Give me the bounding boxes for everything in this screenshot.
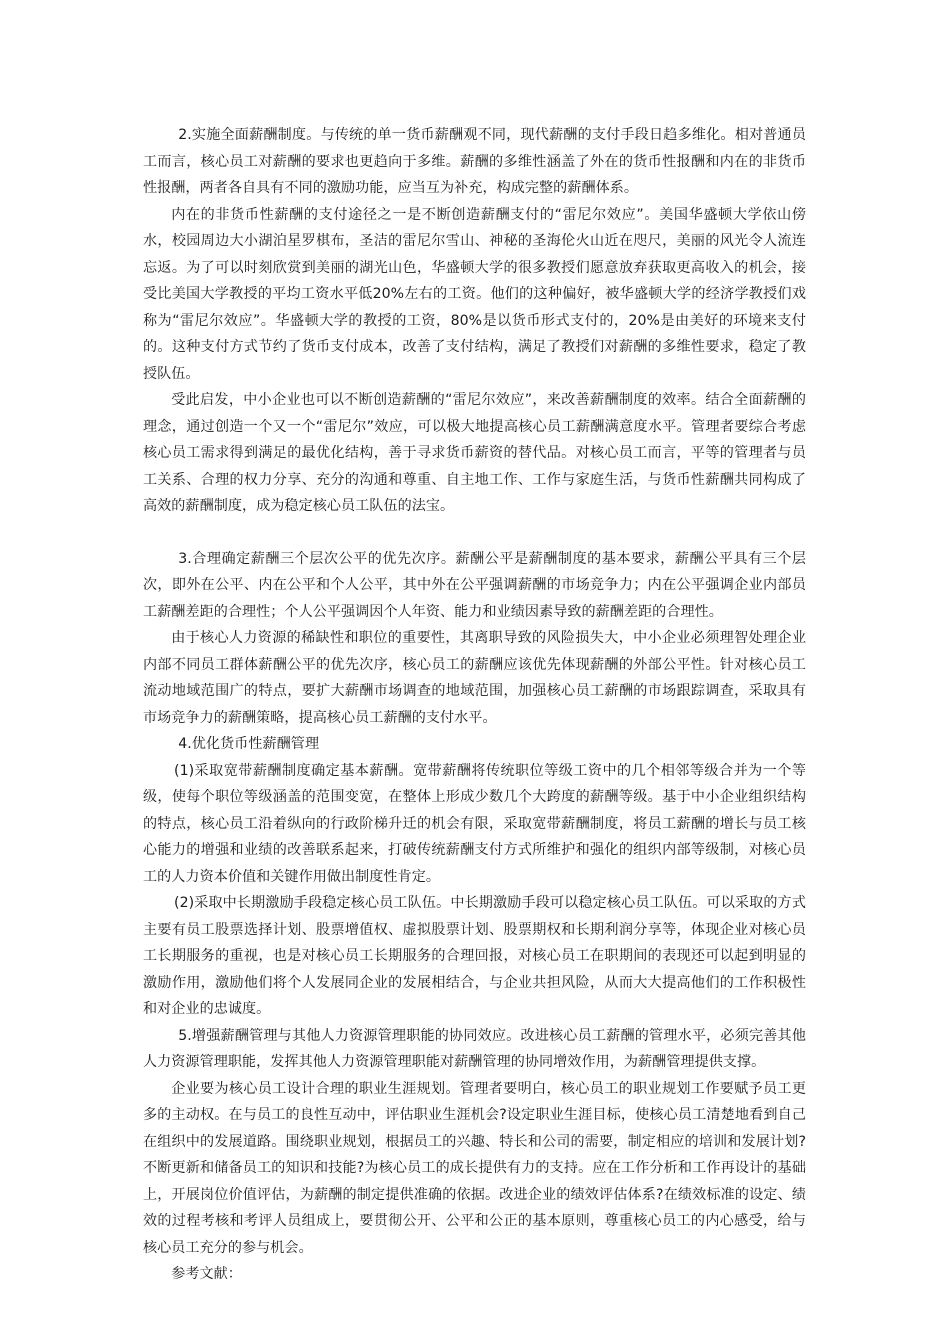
paragraph-broadband-pay: (1)采取宽带薪酬制度确定基本薪酬。宽带薪酬将传统职位等级工资中的几个相邻等级合并为一个等级，使每个职位等级涵盖的范围变宽，在整体上形成少数几个大跨度的薪酬等级。基于中小企业组织结构的特点，核心员工沿着纵向的行政阶梯升迁的机会有限，采取宽带薪酬制度，将员工薪酬的增长与员工核心能力的增强和业绩的改善联系起来，打破传统薪酬支付方式所维护和强化的组织内部等级制，对核心员工的人力资本价值和关键作用做出制度性肯定。 <box>143 762 806 885</box>
paragraph-career-planning: 企业要为核心员工设计合理的职业生涯规划。管理者要明白，核心员工的职业规划工作要赋予员工更多的主动权。在与员工的良性互动中，评估职业生涯机会?设定职业生涯目标，使核心员工清楚地看到自己在组织中的发展道路。围绕职业规划，根据员工的兴趣、特长和公司的需要，制定相应的培训和发展计划?不断更新和储备员工的知识和技能?为核心员工的成长提供有力的支持。应在工作分析和工作再设计的基础上，开展岗位价值评估，为薪酬的制定提供准确的依据。改进企业的绩效评估体系?在绩效标准的设定、绩效的过程考核和考评人员组成上，要贯彻公开、公平和公正的基本原则，尊重核心员工的内心感受，给与核心员工充分的参与机会。 <box>143 1080 806 1256</box>
paragraph-core-hr-scarcity: 由于核心人力资源的稀缺性和职位的重要性，其离职导致的风险损失大，中小企业必须理智处理企业内部不同员工群体薪酬公平的优先次序，核心员工的薪酬应该优先体现薪酬的外部公平性。针对核心员工流动地域范围广的特点，要扩大薪酬市场调查的地域范围，加强核心员工薪酬的市场跟踪调查，采取具有市场竞争力的薪酬策略，提高核心员工薪酬的支付水平。 <box>143 630 806 726</box>
references-heading: 参考文献： <box>171 1266 242 1282</box>
section-heading-monetary-pay: 4.优化货币性薪酬管理 <box>178 736 320 752</box>
paragraph-synergy: 5.增强薪酬管理与其他人力资源管理职能的协同效应。改进核心员工薪酬的管理水平，必须完善其他人力资源管理职能，发挥其他人力资源管理职能对薪酬管理的协同增效作用，为薪酬管理提供支撑。 <box>143 1027 806 1070</box>
paragraph-sme-inspiration: 受此启发，中小企业也可以不断创造薪酬的“雷尼尔效应”，来改善薪酬制度的效率。结合全面薪酬的理念，通过创造一个又一个“雷尼尔”效应，可以极大地提高核心员工薪酬满意度水平。管理者要综合考虑核心员工需求得到满足的最优化结构，善于寻求货币薪资的替代品。对核心员工而言，平等的管理者与员工关系、合理的权力分享、充分的沟通和尊重、自主地工作、工作与家庭生活，与货币性薪酬共同构成了高效的薪酬制度，成为稳定核心员工队伍的法宝。 <box>143 392 806 514</box>
paragraph-long-term-incentive: (2)采取中长期激励手段稳定核心员工队伍。中长期激励手段可以稳定核心员工队伍。可以采取的方式主要有员工股票选择计划、股票增值权、虚拟股票计划、股票期权和长期利润分享等，体现企业对核心员工长期服务的重视，也是对核心员工长期服务的合理回报，对核心员工在职期间的表现还可以起到明显的激励作用，激励他们将个人发展同企业的发展相结合，与企业共担风险，从而大大提高他们的工作积极性和对企业的忠诚度。 <box>143 895 806 1017</box>
document-body <box>143 122 806 1288</box>
paragraph-total-compensation: 2.实施全面薪酬制度。与传统的单一货币薪酬观不同，现代薪酬的支付手段日趋多维化。相对普通员工而言，核心员工对薪酬的要求也更趋向于多维。薪酬的多维性涵盖了外在的货币性报酬和内在的非货币性报酬，两者各自具有不同的激励功能，应当互为补充，构成完整的薪酬体系。 <box>143 127 806 196</box>
paragraph-spacer <box>143 520 806 546</box>
paragraph-rainier-effect: 内在的非货币性薪酬的支付途径之一是不断创造薪酬支付的“雷尼尔效应”。美国华盛顿大学依山傍水，校园周边大小湖泊星罗棋布，圣洁的雷尼尔雪山、神秘的圣海伦火山近在咫尺，美丽的风光令人流连忘返。为了可以时刻欣赏到美丽的湖光山色，华盛顿大学的很多教授们愿意放弃获取更高收入的机会，接受比美国大学教授的平均工资水平低20%左右的工资。他们的这种偏好，被华盛顿大学的经济学教授们戏称为“雷尼尔效应”。华盛顿大学的教授的工资，80%是以货币形式支付的，20%是由美好的环境来支付的。这种支付方式节约了货币支付成本，改善了支付结构，满足了教授们对薪酬的多维性要求，稳定了教授队伍。 <box>143 206 806 382</box>
paragraph-fairness-priority: 3.合理确定薪酬三个层次公平的优先次序。薪酬公平是薪酬制度的基本要求，薪酬公平具有三个层次，即外在公平、内在公平和个人公平，其中外在公平强调薪酬的市场竞争力；内在公平强调企业内部员工薪酬差距的合理性；个人公平强调因个人年资、能力和业绩因素导致的薪酬差距的合理性。 <box>143 550 806 620</box>
